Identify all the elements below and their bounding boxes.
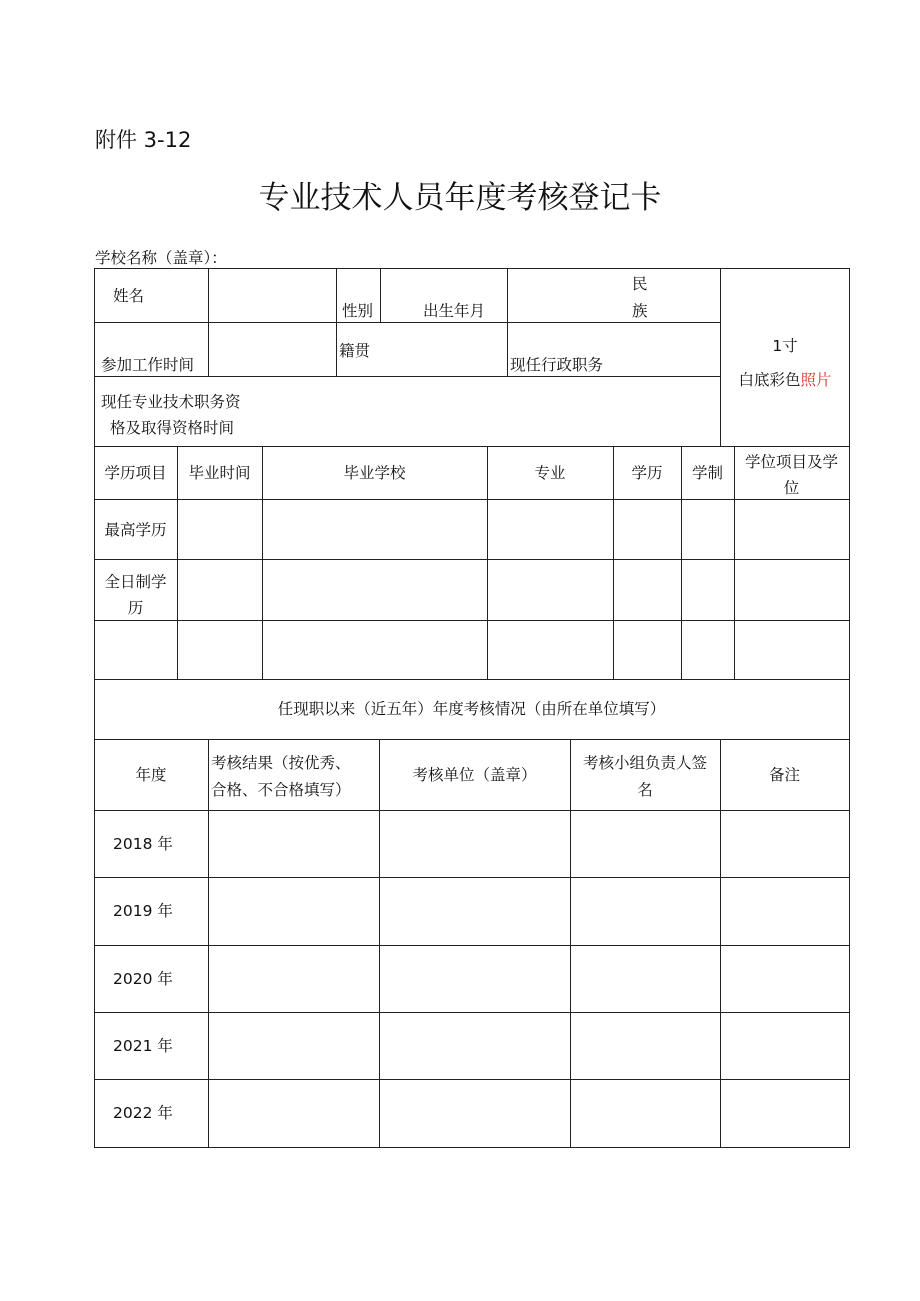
grid-line <box>94 559 850 560</box>
admin-post-label: 现任行政职务 <box>510 356 604 374</box>
grid-line <box>94 620 850 621</box>
assess-year-row: 2021 年 <box>113 1037 173 1055</box>
assess-year-row: 2022 年 <box>113 1104 173 1122</box>
grid-line <box>380 268 381 322</box>
grid-line <box>336 268 337 376</box>
photo-spec-text-red: 照片 <box>800 371 832 389</box>
edu-row-fulltime-cont: 历 <box>127 599 144 617</box>
grid-line <box>208 268 209 376</box>
assess-header-remark: 备注 <box>768 766 800 784</box>
photo-size-label: 1寸 <box>772 337 798 355</box>
assess-year-row: 2018 年 <box>113 835 173 853</box>
edu-header-degree: 学历 <box>631 464 663 482</box>
edu-header-degree-item: 学位项目及学 <box>744 453 838 471</box>
edu-header-major: 专业 <box>534 464 566 482</box>
work-start-label: 参加工作时间 <box>101 356 195 374</box>
school-name-label: 学校名称（盖章）： <box>95 249 227 267</box>
edu-header-item: 学历项目 <box>104 464 167 482</box>
assess-header-year: 年度 <box>135 766 167 784</box>
grid-line <box>507 268 508 376</box>
assess-header-leader: 考核小组负责人签 <box>582 754 707 772</box>
grid-line <box>94 446 850 447</box>
assess-header-result-cont: 合格、不合格填写） <box>211 781 351 799</box>
edu-row-fulltime: 全日制学 <box>104 573 167 591</box>
assess-header-unit: 考核单位（盖章） <box>412 766 537 784</box>
edu-header-school: 毕业学校 <box>343 464 406 482</box>
edu-row-highest: 最高学历 <box>104 521 167 539</box>
tech-post-label-cont: 格及取得资格时间 <box>110 419 235 437</box>
edu-header-grad-time: 毕业时间 <box>188 464 251 482</box>
assess-header-result: 考核结果（按优秀、 <box>211 754 351 772</box>
grid-line <box>208 739 209 1148</box>
ethnicity-label: 民 <box>632 275 648 293</box>
page-title: 专业技术人员年度考核登记卡 <box>258 180 662 216</box>
ethnicity-label-cont: 族 <box>632 302 648 320</box>
grid-line <box>94 679 850 680</box>
edu-header-duration: 学制 <box>691 464 723 482</box>
photo-spec-text: 白底彩色 <box>738 371 801 389</box>
assess-year-row: 2020 年 <box>113 970 173 988</box>
edu-header-degree-item-cont: 位 <box>783 479 800 497</box>
birth-label: 出生年月 <box>423 302 486 320</box>
assess-header-leader-cont: 名 <box>637 781 653 799</box>
name-label: 姓名 <box>113 287 145 305</box>
photo-spec-label <box>721 368 849 392</box>
assessment-section-title: 任现职以来（近五年）年度考核情况（由所在单位填写） <box>277 700 666 718</box>
native-place-label: 籍贯 <box>339 342 371 360</box>
assess-year-row: 2019 年 <box>113 902 173 920</box>
attachment-label: 附件 3-12 <box>95 128 192 152</box>
grid-line <box>720 739 721 1148</box>
grid-line <box>849 268 850 1148</box>
gender-label: 性别 <box>342 302 374 320</box>
grid-line <box>379 739 380 1148</box>
tech-post-label: 现任专业技术职务资 <box>101 393 241 411</box>
grid-line <box>94 322 721 323</box>
